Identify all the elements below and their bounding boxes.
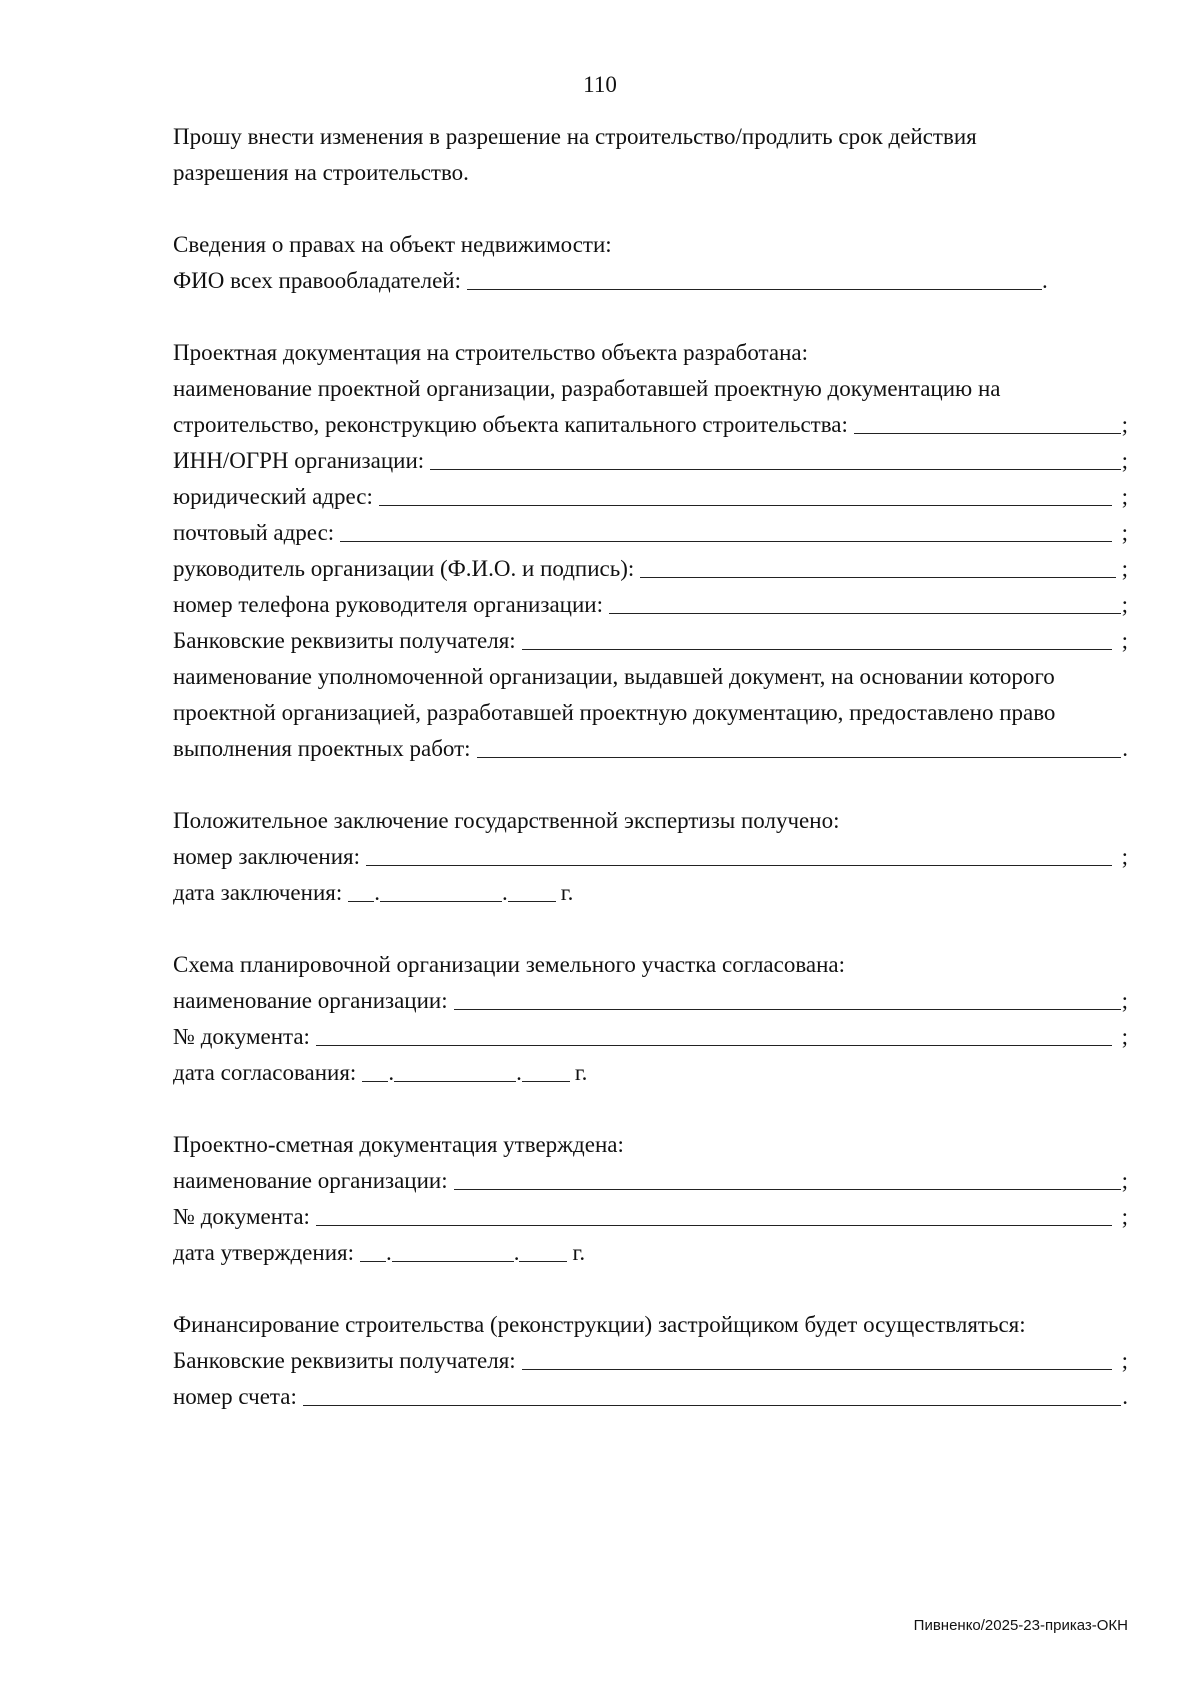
phone-field[interactable]	[609, 613, 1121, 614]
estimate-org-label: наименование организации:	[173, 1168, 448, 1193]
expertise-day-field[interactable]	[348, 901, 374, 902]
head-row: руководитель организации (Ф.И.О. и подпись): ;	[173, 551, 1128, 587]
head-field[interactable]	[640, 577, 1115, 578]
legal-address-row: юридический адрес: ;	[173, 479, 1128, 515]
expertise-year-field[interactable]	[508, 901, 556, 902]
scheme-org-field[interactable]	[454, 1009, 1121, 1010]
scheme-month-field[interactable]	[394, 1081, 516, 1082]
postal-address-field[interactable]	[340, 541, 1111, 542]
owners-row: ФИО всех правообладателей: .	[173, 263, 1128, 299]
owners-field[interactable]	[467, 289, 1042, 290]
authorized-field[interactable]	[477, 757, 1122, 758]
scheme-org-label: наименование организации:	[173, 988, 448, 1013]
expertise-number-label: номер заключения:	[173, 844, 360, 869]
scheme-year-field[interactable]	[522, 1081, 570, 1082]
scheme-doc-field[interactable]	[316, 1045, 1112, 1046]
postal-address-row: почтовый адрес: ;	[173, 515, 1128, 551]
form-body	[173, 119, 1128, 1415]
phone-row: номер телефона руководителя организации: ;	[173, 587, 1128, 623]
phone-label: номер телефона руководителя организации:	[173, 592, 603, 617]
authorized-line-1: наименование уполномоченной организации, выдавшей документ, на основании которого	[173, 664, 1055, 689]
scheme-org-row: наименование организации: ;	[173, 983, 1128, 1019]
scheme-doc-label: № документа:	[173, 1024, 310, 1049]
design-org-row: строительство, реконструкцию объекта капитального строительства: ;	[173, 407, 1128, 443]
financing-bank-row: Банковские реквизиты получателя: ;	[173, 1343, 1128, 1379]
scheme-day-field[interactable]	[362, 1081, 388, 1082]
scheme-heading: Схема планировочной организации земельного участка согласована:	[173, 952, 846, 977]
estimate-doc-row: № документа: ;	[173, 1199, 1128, 1235]
inn-field[interactable]	[430, 469, 1120, 470]
financing-bank-field[interactable]	[522, 1369, 1112, 1370]
page-number: 110	[583, 72, 617, 97]
estimate-date-label: дата утверждения:	[173, 1240, 354, 1265]
estimate-doc-label: № документа:	[173, 1204, 310, 1229]
estimate-org-row: наименование организации: ;	[173, 1163, 1128, 1199]
estimate-date-row: дата утверждения: . . г.	[173, 1235, 1128, 1271]
estimate-day-field[interactable]	[360, 1261, 386, 1262]
financing-heading: Финансирование строительства (реконструкции) застройщиком будет осуществляться:	[173, 1312, 1026, 1337]
expertise-date-label: дата заключения:	[173, 880, 343, 905]
expertise-month-field[interactable]	[380, 901, 502, 902]
bank-row: Банковские реквизиты получателя: ;	[173, 623, 1128, 659]
financing-account-row: номер счета: .	[173, 1379, 1128, 1415]
expertise-date-row: дата заключения: . . г.	[173, 875, 1128, 911]
owners-label: ФИО всех правообладателей:	[173, 268, 462, 293]
inn-row: ИНН/ОГРН организации: ;	[173, 443, 1128, 479]
design-org-field[interactable]	[854, 433, 1121, 434]
footer-doc-id: Пивненко/2025-23-приказ-ОКН	[913, 1617, 1128, 1634]
estimate-month-field[interactable]	[392, 1261, 514, 1262]
scheme-doc-row: № документа: ;	[173, 1019, 1128, 1055]
scheme-date-label: дата согласования:	[173, 1060, 357, 1085]
design-heading: Проектная документация на строительство объекта разработана:	[173, 340, 808, 365]
legal-address-label: юридический адрес:	[173, 484, 373, 509]
financing-account-field[interactable]	[303, 1405, 1121, 1406]
financing-bank-label: Банковские реквизиты получателя:	[173, 1348, 516, 1373]
legal-address-field[interactable]	[379, 505, 1112, 506]
intro-line-1: Прошу внести изменения в разрешение на строительство/продлить срок действия	[173, 124, 977, 149]
estimate-doc-field[interactable]	[316, 1225, 1112, 1226]
estimate-org-field[interactable]	[454, 1189, 1121, 1190]
postal-address-label: почтовый адрес:	[173, 520, 335, 545]
rights-heading: Сведения о правах на объект недвижимости:	[173, 232, 612, 257]
intro-line-2: разрешения на строительство.	[173, 160, 469, 185]
authorized-row: выполнения проектных работ: .	[173, 731, 1128, 767]
design-org-label: строительство, реконструкцию объекта капитального строительства:	[173, 412, 848, 437]
inn-label: ИНН/ОГРН организации:	[173, 448, 425, 473]
expertise-number-field[interactable]	[366, 865, 1112, 866]
financing-account-label: номер счета:	[173, 1384, 297, 1409]
design-org-line-1: наименование проектной организации, разработавшей проектную документацию на	[173, 376, 1001, 401]
bank-label: Банковские реквизиты получателя:	[173, 628, 516, 653]
expertise-number-row: номер заключения: ;	[173, 839, 1128, 875]
authorized-label: выполнения проектных работ:	[173, 736, 471, 761]
scheme-date-row: дата согласования: . . г.	[173, 1055, 1128, 1091]
estimate-heading: Проектно-сметная документация утверждена:	[173, 1132, 624, 1157]
authorized-line-2: проектной организацией, разработавшей проектную документацию, предоставлено право	[173, 700, 1056, 725]
expertise-heading: Положительное заключение государственной экспертизы получено:	[173, 808, 840, 833]
head-label: руководитель организации (Ф.И.О. и подпись):	[173, 556, 635, 581]
estimate-year-field[interactable]	[519, 1261, 567, 1262]
bank-field[interactable]	[522, 649, 1112, 650]
